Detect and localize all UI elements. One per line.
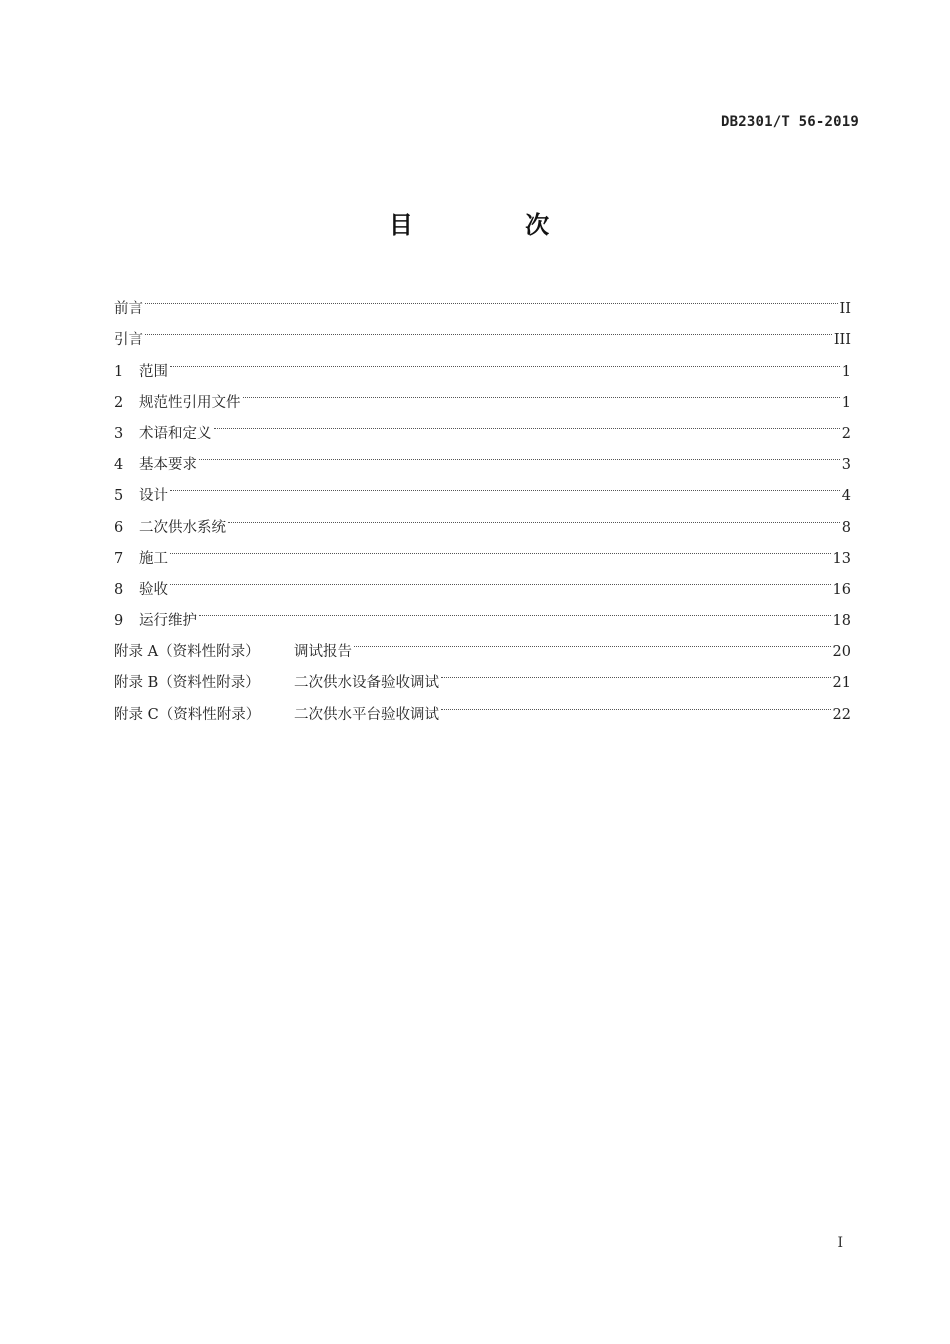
toc-entry[interactable]: [114, 594, 851, 630]
toc-entry-title: 规范性引用文件: [139, 394, 241, 411]
toc-entry-page: 13: [832, 550, 851, 567]
toc-entry-number: 2: [114, 394, 124, 411]
toc-dot-leader: [199, 438, 840, 469]
toc-entry-title: 验收: [139, 581, 168, 598]
toc-entry-page: 21: [832, 675, 851, 692]
toc-entry-title: 引言: [114, 332, 143, 349]
toc-dot-leader: [170, 469, 840, 500]
toc-entry-title: 调试报告: [294, 644, 352, 661]
toc-entry-title: 运行维护: [139, 613, 197, 630]
toc-entry[interactable]: [114, 438, 851, 474]
toc-dot-leader: [170, 563, 831, 594]
toc-dot-leader: [228, 500, 840, 531]
toc-entry[interactable]: [114, 532, 851, 567]
toc-entry[interactable]: [114, 469, 851, 505]
toc-dot-leader: [170, 344, 840, 375]
toc-entry-title: 术语和定义: [139, 425, 212, 442]
toc-entry[interactable]: [114, 563, 851, 598]
toc-entry-page: III: [833, 332, 851, 349]
toc-entry-title: 基本要求: [139, 457, 197, 474]
toc-entry-title: 前言: [114, 301, 143, 318]
toc-dot-leader: [145, 282, 838, 313]
toc-entry-number: 1: [114, 363, 124, 380]
toc-entry-number: 4: [114, 457, 124, 474]
table-of-contents: [114, 282, 851, 723]
toc-dot-leader: [199, 594, 831, 625]
toc-entry[interactable]: [114, 625, 851, 661]
toc-entry-page: 1: [841, 394, 851, 411]
toc-entry-page: 16: [832, 581, 851, 598]
toc-entry[interactable]: [114, 313, 851, 349]
toc-entry-number: 9: [114, 613, 124, 630]
toc-entry-page: 3: [841, 457, 851, 474]
toc-entry-page: 1: [841, 363, 851, 380]
toc-entry[interactable]: [114, 376, 851, 411]
toc-entry-number: 6: [114, 519, 124, 536]
page-number: I: [837, 1235, 843, 1251]
toc-dot-leader: [145, 313, 832, 344]
toc-entry[interactable]: [114, 407, 851, 442]
toc-entry[interactable]: [114, 500, 851, 536]
toc-title: 目 次: [388, 211, 602, 239]
toc-entry-appendix-label: 附录 A（资料性附录）: [114, 644, 260, 661]
toc-entry-number: 3: [114, 425, 124, 442]
toc-entry-appendix-label: 附录 B（资料性附录）: [114, 675, 260, 692]
toc-entry-title: 设计: [139, 488, 168, 505]
toc-entry-page: 8: [841, 519, 851, 536]
toc-entry-page: II: [839, 301, 851, 318]
toc-entry[interactable]: [114, 344, 851, 380]
toc-dot-leader: [243, 376, 840, 407]
toc-entry-title: 施工: [139, 550, 168, 567]
toc-entry-number: 5: [114, 488, 124, 505]
toc-dot-leader: [354, 625, 831, 656]
toc-entry-title: 二次供水系统: [139, 519, 226, 536]
toc-entry-page: 4: [841, 488, 851, 505]
toc-dot-leader: [214, 407, 840, 438]
toc-entry-number: 7: [114, 550, 124, 567]
toc-entry-page: 2: [841, 425, 851, 442]
toc-entry-title: 范围: [139, 363, 168, 380]
toc-entry-number: 8: [114, 581, 124, 598]
toc-dot-leader: [170, 532, 831, 563]
toc-entry[interactable]: [114, 282, 851, 318]
toc-entry-title: 二次供水平台验收调试: [294, 706, 439, 723]
toc-dot-leader: [441, 687, 831, 718]
toc-entry-page: 20: [832, 644, 851, 661]
toc-entry-title: 二次供水设备验收调试: [294, 675, 439, 692]
toc-entry-page: 18: [832, 613, 851, 630]
toc-entry-page: 22: [832, 706, 851, 723]
toc-entry-appendix-label: 附录 C（资料性附录）: [114, 706, 261, 723]
toc-dot-leader: [441, 656, 831, 687]
standard-code: DB2301/T 56-2019: [720, 114, 859, 130]
